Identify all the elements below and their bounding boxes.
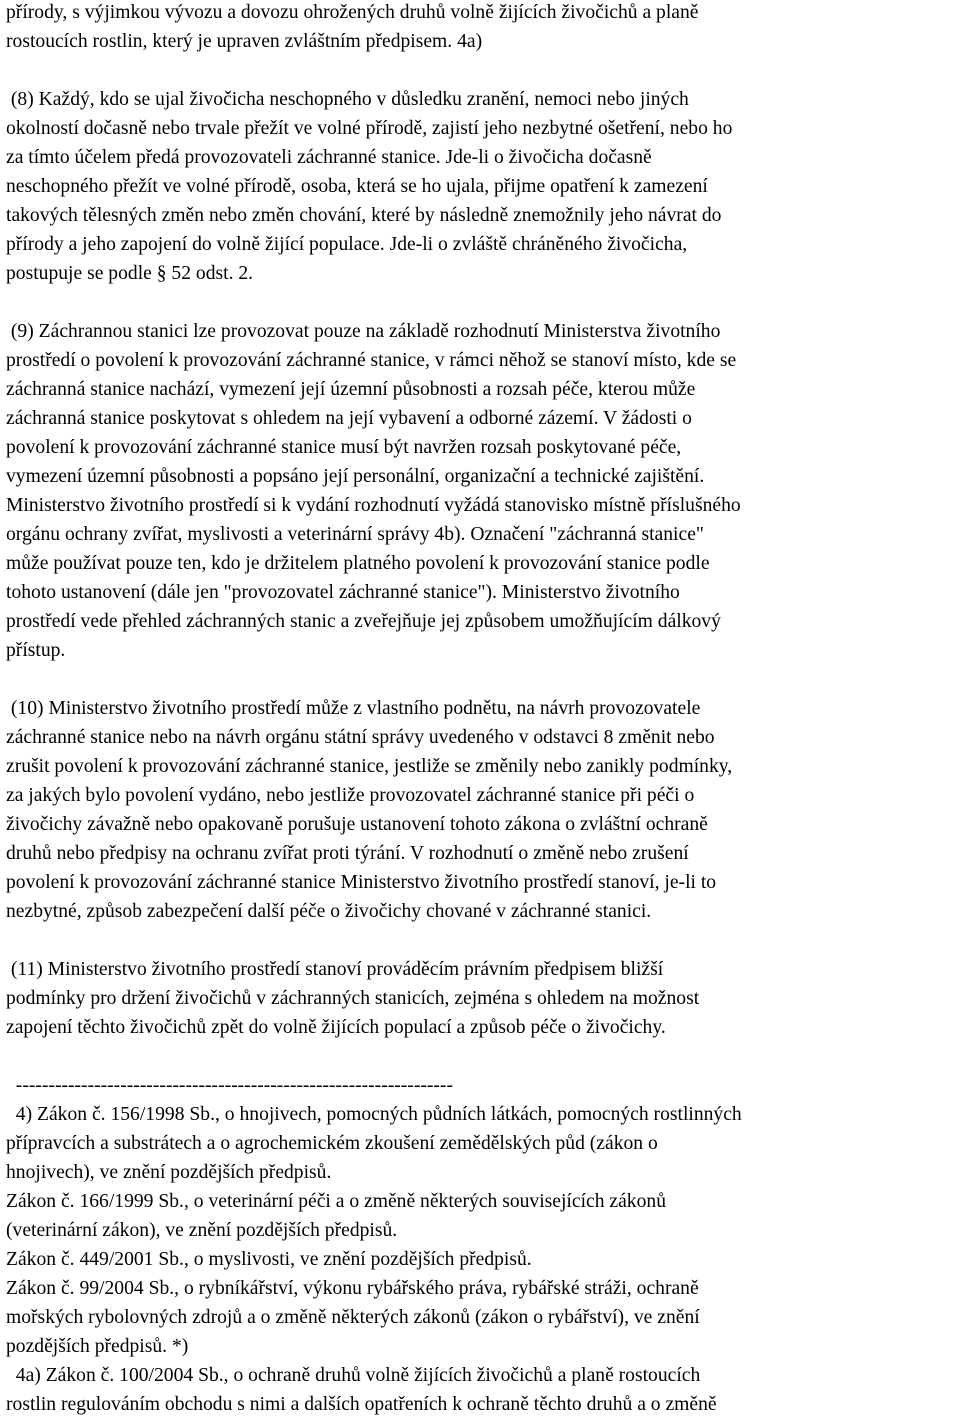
text-line: (9) Záchrannou stanici lze provozovat pouze na základě rozhodnutí Ministerstva životního [6,321,721,342]
text-line: zrušit povolení k provozování záchranné stanice, jestliže se změnily nebo zanikly podmínky, [6,756,733,777]
text-line: (11) Ministerstvo životního prostředí stanoví prováděcím právním předpisem bližší [6,959,664,980]
text-line: Ministerstvo životního prostředí si k vydání rozhodnutí vyžádá stanovisko místně příslušného [6,495,741,516]
text-line: za tímto účelem předá provozovateli záchranné stanice. Jde-li o živočicha dočasně [6,147,652,168]
text-line: záchranná stanice poskytovat s ohledem na její vybavení a odborné zázemí. V žádosti o [6,408,692,429]
text-line: za jakých bylo povolení vydáno, nebo jestliže provozovatel záchranné stanice při péči o [6,785,695,806]
paragraph [6,955,956,1042]
text-line: nezbytné, způsob zabezpečení další péče o živočichy chované v záchranné stanici. [6,901,652,922]
text-line: přístup. [6,640,66,661]
paragraph [6,694,956,926]
spacer [6,1042,956,1071]
paragraph [6,0,956,56]
text-line: druhů nebo předpisy na ochranu zvířat proti týrání. V rozhodnutí o změně nebo zrušení [6,843,689,864]
text-line: záchranná stanice nachází, vymezení její územní působnosti a rozsah péče, kterou může [6,379,696,400]
text-line: (10) Ministerstvo životního prostředí může z vlastního podnětu, na návrh provozovatele [6,698,701,719]
text-line: takových tělesných změn nebo změn chování, které by následně znemožnily jeho návrat do [6,205,722,226]
text-line: povolení k provozování záchranné stanice Ministerstvo životního prostředí stanoví, je-li to [6,872,717,893]
footnote-line: mořských rybolovných zdrojů a o změně některých zákonů (zákon o rybářství), ve znění [6,1307,700,1328]
footnotes-section [6,1071,956,1419]
footnote-line: Zákon č. 99/2004 Sb., o rybníkářství, výkonu rybářského práva, rybářské stráži, ochraně [6,1278,699,1299]
text-line: prostředí vede přehled záchranných stanic a zveřejňuje jej způsobem umožňujícím dálkový [6,611,721,632]
text-line: může používat pouze ten, kdo je držitelem platného povolení k provozování stanice podle [6,553,710,574]
footnote-line: Zákon č. 166/1999 Sb., o veterinární péči a o změně některých souvisejících zákonů [6,1191,666,1212]
text-line: přírody, s výjimkou vývozu a dovozu ohrožených druhů volně žijících živočichů a planě [6,2,699,23]
text-line: postupuje se podle § 52 odst. 2. [6,263,254,284]
paragraph-gap [6,288,956,317]
footnote-line: rostlin regulováním obchodu s nimi a dalších opatřeních k ochraně těchto druhů a o změně [6,1394,717,1415]
paragraph [6,85,956,288]
paragraph-gap [6,926,956,955]
text-line: vymezení územní působnosti a popsáno její personální, organizační a technické zajištění. [6,466,705,487]
footnote-line: 4) Zákon č. 156/1998 Sb., o hnojivech, pomocných půdních látkách, pomocných rostlinných [6,1104,742,1125]
footnote-line: 4a) Zákon č. 100/2004 Sb., o ochraně druhů volně žijících živočichů a planě rostoucích [6,1365,701,1386]
text-line: prostředí o povolení k provozování záchranné stanice, v rámci něhož se stanoví místo, kde se [6,350,737,371]
text-line: (8) Každý, kdo se ujal živočicha neschopného v důsledku zranění, nemoci nebo jiných [6,89,689,110]
text-line: tohoto ustanovení (dále jen "provozovatel záchranné stanice"). Ministerstvo životního [6,582,680,603]
footnote-line: přípravcích a substrátech a o agrochemickém zkoušení zemědělských půd (zákon o [6,1133,658,1154]
footnote-separator: ------------------------------------------------------------------- [6,1075,453,1096]
footnote-line: pozdějších předpisů. *) [6,1336,189,1357]
footnote-list [6,1100,956,1419]
paragraph-gap [6,665,956,694]
text-line: neschopného přežít ve volné přírodě, osoba, která se ho ujala, přijme opatření k zamezení [6,176,708,197]
document-page [6,0,956,1419]
text-line: povolení k provozování záchranné stanice musí být navržen rozsah poskytované péče, [6,437,682,458]
text-line: zapojení těchto živočichů zpět do volně žijících populací a způsob péče o živočichy. [6,1017,666,1038]
paragraph [6,317,956,665]
text-line: orgánu ochrany zvířat, myslivosti a veterinární správy 4b). Označení "záchranná stanice" [6,524,704,545]
paragraph-gap [6,56,956,85]
text-line: záchranné stanice nebo na návrh orgánu státní správy uvedeného v odstavci 8 změnit nebo [6,727,715,748]
text-line: živočichy závažně nebo opakovaně porušuje ustanovení tohoto zákona o zvláštní ochraně [6,814,708,835]
text-line: rostoucích rostlin, který je upraven zvláštním předpisem. 4a) [6,31,483,52]
text-line: podmínky pro držení živočichů v záchranných stanicích, zejména s ohledem na možnost [6,988,700,1009]
text-line: okolností dočasně nebo trvale přežít ve volné přírodě, zajistí jeho nezbytné ošetření, nebo ho [6,118,733,139]
footnote-line: Zákon č. 449/2001 Sb., o myslivosti, ve znění pozdějších předpisů. [6,1249,532,1270]
text-line: přírody a jeho zapojení do volně žijící populace. Jde-li o zvláště chráněného živočicha, [6,234,688,255]
footnote-line: (veterinární zákon), ve znění pozdějších předpisů. [6,1220,398,1241]
footnote-line: hnojivech), ve znění pozdějších předpisů. [6,1162,332,1183]
document-body [6,0,956,1042]
